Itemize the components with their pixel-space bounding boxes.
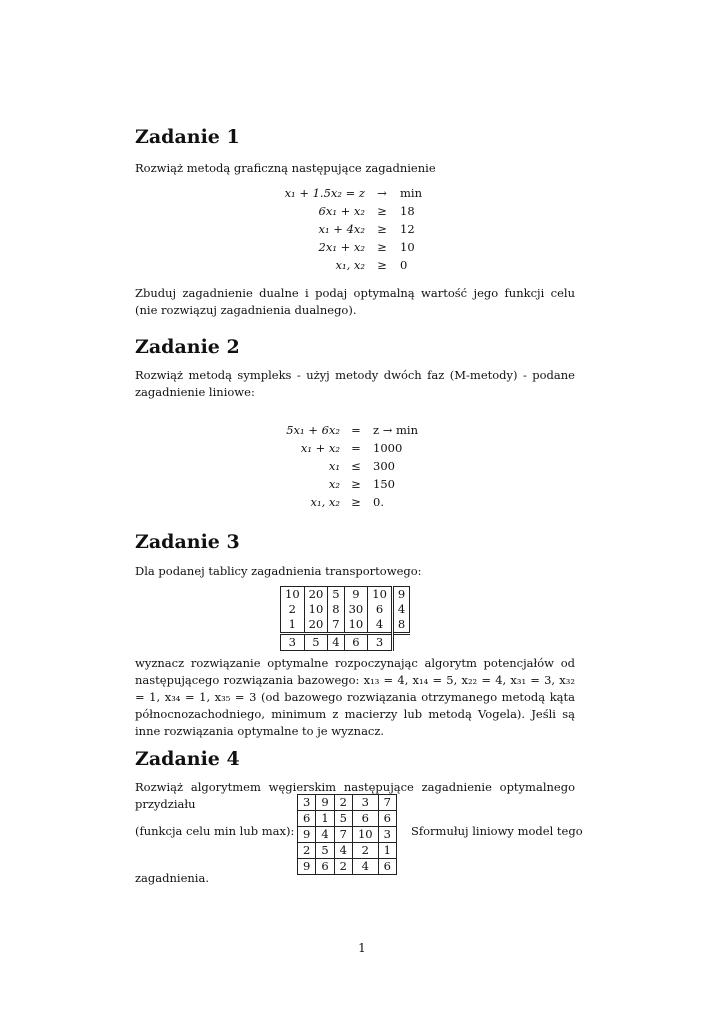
matrix-cell: 2: [352, 843, 378, 859]
assignment-grid: [297, 794, 397, 875]
z2-constraint-rhs: 150: [373, 477, 395, 491]
z3-title: Zadanie 3: [135, 531, 240, 553]
z2-intro: Rozwiąż metodą sympleks - użyj metody dwóch faz (M-metody) - podane zagadnienie liniowe:: [135, 368, 575, 399]
cost-cell: 6: [368, 602, 393, 617]
matrix-cell: 5: [334, 811, 352, 827]
matrix-cell: 1: [316, 811, 334, 827]
z1-constraint-op: →: [377, 186, 387, 200]
z1-constraint-lhs: x₁, x₂: [335, 258, 365, 272]
z1-constraint-op: ≥: [377, 240, 387, 254]
matrix-cell: 9: [298, 827, 316, 843]
matrix-cell: 4: [316, 827, 334, 843]
z4-outro: zagadnienia.: [135, 871, 209, 885]
matrix-cell: 6: [316, 859, 334, 875]
z1-outro: Zbuduj zagadnienie dualne i podaj optymalną wartość jego funkcji celu (nie rozwiązuj zagadnienia dualnego).: [135, 286, 575, 317]
z1-constraint-lhs: 6x₁ + x₂: [318, 204, 365, 218]
z1-constraint-rhs: 0: [400, 258, 408, 272]
z2-constraint-lhs: x₁ + x₂: [300, 441, 340, 455]
cost-cell: 8: [328, 602, 344, 617]
page-number: 1: [358, 941, 366, 955]
z1-constraint-lhs: x₁ + 4x₂: [318, 222, 365, 236]
matrix-cell: 6: [378, 859, 396, 875]
cost-cell: 20: [304, 617, 328, 634]
demand-cell: 3: [281, 634, 305, 651]
z1-constraint-lhs: 2x₁ + x₂: [318, 240, 365, 254]
z4-left-text: (funkcja celu min lub max):: [135, 824, 295, 838]
cost-cell: 20: [304, 587, 328, 603]
matrix-cell: 6: [352, 811, 378, 827]
cost-cell: 2: [281, 602, 305, 617]
z1-constraint-op: ≥: [377, 222, 387, 236]
cost-cell: 4: [368, 617, 393, 634]
z2-constraint-op: ≥: [351, 477, 361, 491]
z1-constraint-rhs: 12: [400, 222, 415, 236]
cost-cell: 7: [328, 617, 344, 634]
z2-constraint-lhs: x₁: [328, 459, 340, 473]
supply-cell: 9: [392, 587, 409, 603]
cost-cell: 10: [304, 602, 328, 617]
matrix-cell: 7: [378, 795, 396, 811]
transport-table: [280, 586, 410, 651]
matrix-cell: 1: [378, 843, 396, 859]
z4-right-text: Sformułuj liniowy model tego: [411, 824, 583, 838]
corner-cell: [392, 634, 409, 651]
assignment-matrix: [297, 794, 397, 875]
z2-constraint-lhs: x₂: [328, 477, 340, 491]
z1-constraint-lhs: x₁ + 1.5x₂ = z: [284, 186, 365, 200]
matrix-cell: 2: [334, 859, 352, 875]
matrix-cell: 3: [378, 827, 396, 843]
z2-constraint-lhs: x₁, x₂: [310, 495, 340, 509]
cost-cell: 1: [281, 617, 305, 634]
matrix-cell: 6: [378, 811, 396, 827]
z2-constraint-op: =: [351, 423, 361, 437]
cost-cell: 9: [344, 587, 368, 603]
supply-cell: 8: [392, 617, 409, 634]
cost-cell: 10: [344, 617, 368, 634]
cost-cell: 10: [281, 587, 305, 603]
matrix-cell: 3: [352, 795, 378, 811]
demand-cell: 5: [304, 634, 328, 651]
matrix-cell: 10: [352, 827, 378, 843]
z4-title: Zadanie 4: [135, 748, 240, 770]
z2-constraint-rhs: z → min: [373, 423, 418, 437]
z2-title: Zadanie 2: [135, 336, 240, 358]
matrix-cell: 4: [352, 859, 378, 875]
demand-cell: 3: [368, 634, 393, 651]
z2-constraint-rhs: 300: [373, 459, 395, 473]
matrix-cell: 3: [298, 795, 316, 811]
transport-grid: [280, 586, 410, 651]
demand-cell: 4: [328, 634, 344, 651]
supply-cell: 4: [392, 602, 409, 617]
z2-constraint-lhs: 5x₁ + 6x₂: [286, 423, 340, 437]
matrix-cell: 2: [298, 843, 316, 859]
matrix-cell: 7: [334, 827, 352, 843]
matrix-cell: 6: [298, 811, 316, 827]
z1-constraint-op: ≥: [377, 258, 387, 272]
z4-intro: Rozwiąż algorytmem węgierskim następujące zagadnienie optymalnego przydziału: [135, 780, 575, 811]
z1-title: Zadanie 1: [135, 126, 240, 148]
z2-constraint-op: ≥: [351, 495, 361, 509]
z1-constraint-rhs: 18: [400, 204, 415, 218]
z3-intro: Dla podanej tablicy zagadnienia transportowego:: [135, 564, 422, 578]
demand-cell: 6: [344, 634, 368, 651]
matrix-cell: 9: [316, 795, 334, 811]
matrix-cell: 4: [334, 843, 352, 859]
matrix-cell: 5: [316, 843, 334, 859]
matrix-cell: 2: [334, 795, 352, 811]
z2-constraint-op: ≤: [351, 459, 361, 473]
z1-intro: Rozwiąż metodą graficzną następujące zagadnienie: [135, 161, 436, 175]
z1-constraint-rhs: min: [400, 186, 422, 200]
cost-cell: 5: [328, 587, 344, 603]
cost-cell: 10: [368, 587, 393, 603]
z3-outro: wyznacz rozwiązanie optymalne rozpoczynając algorytm potencjałów od następującego rozwiązania bazowego: x₁₃ = 4, x₁₄ = 5, x₂₂ = 4, x₃₁ = 3, x₃₂ = 1, x₃₄ = 1, x₃₅ = 3 (od bazowego rozwiązania otrzymanego metodą kąta północnozachodniego, minimum z macierzy lub metodą Vogela). Jeśli są inne rozwiązania optymalne to je wyznacz.: [135, 656, 575, 738]
cost-cell: 30: [344, 602, 368, 617]
matrix-cell: 9: [298, 859, 316, 875]
z1-constraint-rhs: 10: [400, 240, 415, 254]
z2-constraint-rhs: 1000: [373, 441, 403, 455]
z2-constraint-rhs: 0.: [373, 495, 384, 509]
z2-constraint-op: =: [351, 441, 361, 455]
z1-constraint-op: ≥: [377, 204, 387, 218]
